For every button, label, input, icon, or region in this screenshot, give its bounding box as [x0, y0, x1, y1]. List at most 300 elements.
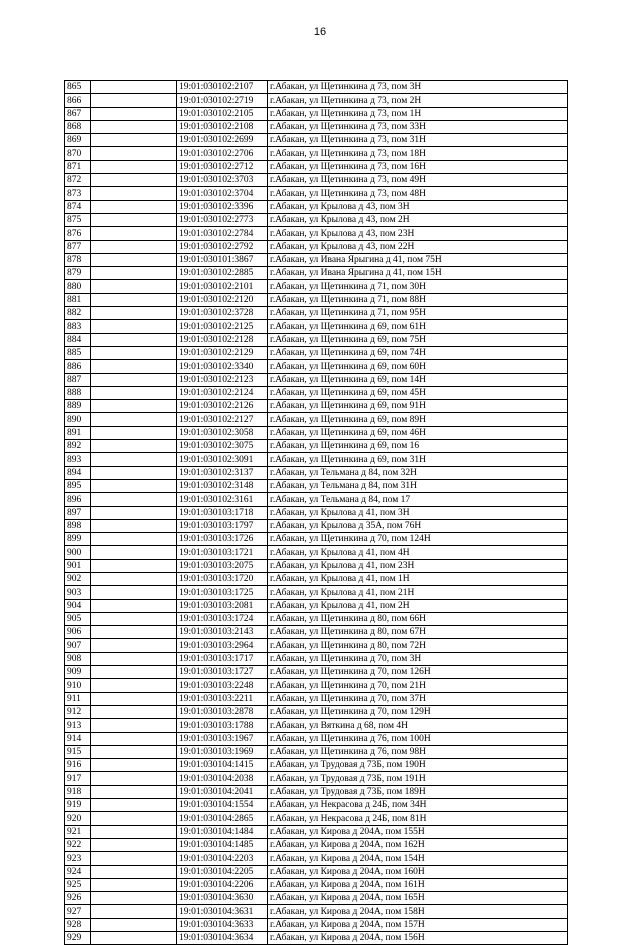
row-number-cell: 887	[65, 373, 91, 386]
row-number-cell: 908	[65, 652, 91, 665]
address-cell: г.Абакан, ул Крылова д 41, пом 3Н	[268, 506, 568, 519]
empty-cell	[91, 932, 177, 945]
cadastral-number-cell: 19:01:030103:1721	[177, 546, 268, 559]
cadastral-number-cell: 19:01:030103:2878	[177, 705, 268, 718]
cadastral-number-cell: 19:01:030104:2203	[177, 852, 268, 865]
row-number-cell: 885	[65, 346, 91, 359]
table-row	[65, 493, 568, 506]
table-row	[65, 107, 568, 120]
row-number-cell: 893	[65, 453, 91, 466]
table-row	[65, 519, 568, 532]
empty-cell	[91, 812, 177, 825]
address-cell: г.Абакан, ул Крылова д 43, пом 22Н	[268, 240, 568, 253]
cadastral-number-cell: 19:01:030103:1717	[177, 652, 268, 665]
address-cell: г.Абакан, ул Тельмана д 84, пом 32Н	[268, 466, 568, 479]
table-row	[65, 200, 568, 213]
table-row	[65, 280, 568, 293]
row-number-cell: 896	[65, 493, 91, 506]
empty-cell	[91, 652, 177, 665]
cadastral-number-cell: 19:01:030104:2206	[177, 878, 268, 891]
table-row	[65, 94, 568, 107]
table-row	[65, 852, 568, 865]
cadastral-number-cell: 19:01:030104:3631	[177, 905, 268, 918]
address-cell: г.Абакан, ул Щетинкина д 70, пом 129Н	[268, 705, 568, 718]
row-number-cell: 926	[65, 892, 91, 905]
cadastral-number-cell: 19:01:030102:2784	[177, 227, 268, 240]
address-cell: г.Абакан, ул Тельмана д 84, пом 17	[268, 493, 568, 506]
table-row	[65, 586, 568, 599]
empty-cell	[91, 586, 177, 599]
address-cell: г.Абакан, ул Щетинкина д 73, пом 33Н	[268, 120, 568, 133]
empty-cell	[91, 293, 177, 306]
address-cell: г.Абакан, ул Ивана Ярыгина д 41, пом 15Н	[268, 267, 568, 280]
table-row	[65, 373, 568, 386]
cadastral-number-cell: 19:01:030102:3148	[177, 479, 268, 492]
cadastral-number-cell: 19:01:030102:2792	[177, 240, 268, 253]
address-cell: г.Абакан, ул Щетинкина д 71, пом 95Н	[268, 307, 568, 320]
table-row	[65, 932, 568, 945]
empty-cell	[91, 852, 177, 865]
row-number-cell: 924	[65, 865, 91, 878]
table-row	[65, 878, 568, 891]
address-cell: г.Абакан, ул Тельмана д 84, пом 31Н	[268, 479, 568, 492]
empty-cell	[91, 745, 177, 758]
table-row	[65, 240, 568, 253]
table-row	[65, 333, 568, 346]
table-row	[65, 307, 568, 320]
row-number-cell: 905	[65, 612, 91, 625]
cadastral-number-cell: 19:01:030102:2719	[177, 94, 268, 107]
row-number-cell: 868	[65, 120, 91, 133]
row-number-cell: 897	[65, 506, 91, 519]
address-cell: г.Абакан, ул Щетинкина д 69, пом 45Н	[268, 386, 568, 399]
address-cell: г.Абакан, ул Кирова д 204А, пом 162Н	[268, 838, 568, 851]
cadastral-number-cell: 19:01:030103:1726	[177, 533, 268, 546]
address-cell: г.Абакан, ул Щетинкина д 69, пом 74Н	[268, 346, 568, 359]
empty-cell	[91, 147, 177, 160]
table-row	[65, 652, 568, 665]
empty-cell	[91, 440, 177, 453]
row-number-cell: 900	[65, 546, 91, 559]
table-row	[65, 453, 568, 466]
cadastral-number-cell: 19:01:030102:2101	[177, 280, 268, 293]
table-row	[65, 799, 568, 812]
row-number-cell: 876	[65, 227, 91, 240]
table-row	[65, 479, 568, 492]
address-cell: г.Абакан, ул Крылова д 35А, пом 76Н	[268, 519, 568, 532]
cadastral-number-cell: 19:01:030104:3634	[177, 932, 268, 945]
row-number-cell: 878	[65, 253, 91, 266]
address-cell: г.Абакан, ул Трудовая д 73Б, пом 191Н	[268, 772, 568, 785]
row-number-cell: 880	[65, 280, 91, 293]
address-cell: г.Абакан, ул Кирова д 204А, пом 156Н	[268, 932, 568, 945]
row-number-cell: 917	[65, 772, 91, 785]
row-number-cell: 870	[65, 147, 91, 160]
cadastral-number-cell: 19:01:030104:2041	[177, 785, 268, 798]
row-number-cell: 907	[65, 639, 91, 652]
row-number-cell: 891	[65, 426, 91, 439]
empty-cell	[91, 719, 177, 732]
address-cell: г.Абакан, ул Щетинкина д 70, пом 124Н	[268, 533, 568, 546]
table-row	[65, 440, 568, 453]
cadastral-number-cell: 19:01:030104:1485	[177, 838, 268, 851]
row-number-cell: 888	[65, 386, 91, 399]
empty-cell	[91, 878, 177, 891]
empty-cell	[91, 599, 177, 612]
empty-cell	[91, 679, 177, 692]
row-number-cell: 877	[65, 240, 91, 253]
address-cell: г.Абакан, ул Кирова д 204А, пом 165Н	[268, 892, 568, 905]
empty-cell	[91, 267, 177, 280]
empty-cell	[91, 785, 177, 798]
cadastral-number-cell: 19:01:030102:3161	[177, 493, 268, 506]
row-number-cell: 903	[65, 586, 91, 599]
empty-cell	[91, 280, 177, 293]
empty-cell	[91, 466, 177, 479]
empty-cell	[91, 825, 177, 838]
cadastral-number-cell: 19:01:030103:1788	[177, 719, 268, 732]
empty-cell	[91, 732, 177, 745]
table-row	[65, 120, 568, 133]
address-cell: г.Абакан, ул Щетинкина д 69, пом 46Н	[268, 426, 568, 439]
row-number-cell: 925	[65, 878, 91, 891]
table-row	[65, 253, 568, 266]
table-row	[65, 666, 568, 679]
empty-cell	[91, 612, 177, 625]
row-number-cell: 906	[65, 626, 91, 639]
registry-table	[64, 80, 568, 945]
table-row	[65, 134, 568, 147]
cadastral-number-cell: 19:01:030102:3058	[177, 426, 268, 439]
empty-cell	[91, 559, 177, 572]
cadastral-number-cell: 19:01:030104:3630	[177, 892, 268, 905]
address-cell: г.Абакан, ул Щетинкина д 69, пом 75Н	[268, 333, 568, 346]
cadastral-number-cell: 19:01:030102:2699	[177, 134, 268, 147]
empty-cell	[91, 253, 177, 266]
address-cell: г.Абакан, ул Щетинкина д 80, пом 66Н	[268, 612, 568, 625]
cadastral-number-cell: 19:01:030102:2107	[177, 81, 268, 94]
row-number-cell: 904	[65, 599, 91, 612]
row-number-cell: 909	[65, 666, 91, 679]
cadastral-number-cell: 19:01:030102:3728	[177, 307, 268, 320]
empty-cell	[91, 905, 177, 918]
table-row	[65, 533, 568, 546]
address-cell: г.Абакан, ул Кирова д 204А, пом 160Н	[268, 865, 568, 878]
empty-cell	[91, 759, 177, 772]
table-row	[65, 546, 568, 559]
row-number-cell: 869	[65, 134, 91, 147]
table-row	[65, 838, 568, 851]
row-number-cell: 875	[65, 213, 91, 226]
cadastral-number-cell: 19:01:030103:1969	[177, 745, 268, 758]
empty-cell	[91, 386, 177, 399]
cadastral-number-cell: 19:01:030102:2885	[177, 267, 268, 280]
table-row	[65, 320, 568, 333]
table-row	[65, 612, 568, 625]
empty-cell	[91, 892, 177, 905]
table-row	[65, 213, 568, 226]
row-number-cell: 883	[65, 320, 91, 333]
address-cell: г.Абакан, ул Щетинкина д 69, пом 16	[268, 440, 568, 453]
row-number-cell: 916	[65, 759, 91, 772]
empty-cell	[91, 692, 177, 705]
cadastral-number-cell: 19:01:030103:1718	[177, 506, 268, 519]
row-number-cell: 914	[65, 732, 91, 745]
address-cell: г.Абакан, ул Щетинкина д 69, пом 61Н	[268, 320, 568, 333]
address-cell: г.Абакан, ул Щетинкина д 73, пом 18Н	[268, 147, 568, 160]
cadastral-number-cell: 19:01:030102:2105	[177, 107, 268, 120]
cadastral-number-cell: 19:01:030103:2964	[177, 639, 268, 652]
empty-cell	[91, 519, 177, 532]
cadastral-number-cell: 19:01:030103:2211	[177, 692, 268, 705]
table-row	[65, 506, 568, 519]
empty-cell	[91, 865, 177, 878]
row-number-cell: 921	[65, 825, 91, 838]
row-number-cell: 874	[65, 200, 91, 213]
row-number-cell: 915	[65, 745, 91, 758]
row-number-cell: 910	[65, 679, 91, 692]
row-number-cell: 922	[65, 838, 91, 851]
cadastral-number-cell: 19:01:030103:1727	[177, 666, 268, 679]
empty-cell	[91, 200, 177, 213]
table-row	[65, 400, 568, 413]
address-cell: г.Абакан, ул Щетинкина д 73, пом 1Н	[268, 107, 568, 120]
address-cell: г.Абакан, ул Щетинкина д 70, пом 37Н	[268, 692, 568, 705]
address-cell: г.Абакан, ул Щетинкина д 76, пом 100Н	[268, 732, 568, 745]
cadastral-number-cell: 19:01:030102:2129	[177, 346, 268, 359]
table-row	[65, 892, 568, 905]
address-cell: г.Абакан, ул Щетинкина д 73, пом 49Н	[268, 174, 568, 187]
table-row	[65, 812, 568, 825]
row-number-cell: 892	[65, 440, 91, 453]
address-cell: г.Абакан, ул Щетинкина д 70, пом 126Н	[268, 666, 568, 679]
row-number-cell: 872	[65, 174, 91, 187]
table-row	[65, 599, 568, 612]
row-number-cell: 890	[65, 413, 91, 426]
empty-cell	[91, 666, 177, 679]
row-number-cell: 898	[65, 519, 91, 532]
cadastral-number-cell: 19:01:030103:2081	[177, 599, 268, 612]
address-cell: г.Абакан, ул Щетинкина д 69, пом 31Н	[268, 453, 568, 466]
cadastral-number-cell: 19:01:030102:2127	[177, 413, 268, 426]
row-number-cell: 911	[65, 692, 91, 705]
table-row	[65, 785, 568, 798]
empty-cell	[91, 838, 177, 851]
empty-cell	[91, 479, 177, 492]
row-number-cell: 894	[65, 466, 91, 479]
cadastral-number-cell: 19:01:030102:2124	[177, 386, 268, 399]
empty-cell	[91, 400, 177, 413]
empty-cell	[91, 213, 177, 226]
empty-cell	[91, 626, 177, 639]
table-row	[65, 267, 568, 280]
empty-cell	[91, 187, 177, 200]
cadastral-number-cell: 19:01:030102:2120	[177, 293, 268, 306]
row-number-cell: 901	[65, 559, 91, 572]
address-cell: г.Абакан, ул Кирова д 204А, пом 155Н	[268, 825, 568, 838]
cadastral-number-cell: 19:01:030102:3704	[177, 187, 268, 200]
address-cell: г.Абакан, ул Щетинкина д 70, пом 3Н	[268, 652, 568, 665]
address-cell: г.Абакан, ул Щетинкина д 71, пом 30Н	[268, 280, 568, 293]
row-number-cell: 884	[65, 333, 91, 346]
row-number-cell: 918	[65, 785, 91, 798]
row-number-cell: 881	[65, 293, 91, 306]
address-cell: г.Абакан, ул Крылова д 43, пом 23Н	[268, 227, 568, 240]
cadastral-number-cell: 19:01:030102:2125	[177, 320, 268, 333]
row-number-cell: 920	[65, 812, 91, 825]
address-cell: г.Абакан, ул Крылова д 43, пом 3Н	[268, 200, 568, 213]
cadastral-number-cell: 19:01:030102:3340	[177, 360, 268, 373]
page-number: 16	[313, 26, 327, 38]
address-cell: г.Абакан, ул Щетинкина д 73, пом 2Н	[268, 94, 568, 107]
empty-cell	[91, 174, 177, 187]
table-row	[65, 825, 568, 838]
address-cell: г.Абакан, ул Щетинкина д 71, пом 88Н	[268, 293, 568, 306]
empty-cell	[91, 346, 177, 359]
row-number-cell: 866	[65, 94, 91, 107]
address-cell: г.Абакан, ул Ивана Ярыгина д 41, пом 75Н	[268, 253, 568, 266]
empty-cell	[91, 572, 177, 585]
table-row	[65, 572, 568, 585]
table-row	[65, 346, 568, 359]
address-cell: г.Абакан, ул Кирова д 204А, пом 157Н	[268, 918, 568, 931]
cadastral-number-cell: 19:01:030104:1415	[177, 759, 268, 772]
empty-cell	[91, 160, 177, 173]
table-row	[65, 705, 568, 718]
cadastral-number-cell: 19:01:030102:2123	[177, 373, 268, 386]
empty-cell	[91, 506, 177, 519]
empty-cell	[91, 107, 177, 120]
table-row	[65, 293, 568, 306]
table-row	[65, 147, 568, 160]
address-cell: г.Абакан, ул Щетинкина д 73, пом 16Н	[268, 160, 568, 173]
row-number-cell: 928	[65, 918, 91, 931]
empty-cell	[91, 307, 177, 320]
cadastral-number-cell: 19:01:030104:1484	[177, 825, 268, 838]
address-cell: г.Абакан, ул Трудовая д 73Б, пом 189Н	[268, 785, 568, 798]
row-number-cell: 899	[65, 533, 91, 546]
address-cell: г.Абакан, ул Щетинкина д 73, пом 48Н	[268, 187, 568, 200]
cadastral-number-cell: 19:01:030102:2108	[177, 120, 268, 133]
address-cell: г.Абакан, ул Вяткина д 68, пом 4Н	[268, 719, 568, 732]
empty-cell	[91, 546, 177, 559]
cadastral-number-cell: 19:01:030103:2143	[177, 626, 268, 639]
cadastral-number-cell: 19:01:030102:2712	[177, 160, 268, 173]
table-row	[65, 174, 568, 187]
table-row	[65, 227, 568, 240]
cadastral-number-cell: 19:01:030101:3867	[177, 253, 268, 266]
empty-cell	[91, 705, 177, 718]
table-row	[65, 679, 568, 692]
address-cell: г.Абакан, ул Крылова д 41, пом 1Н	[268, 572, 568, 585]
cadastral-number-cell: 19:01:030103:1724	[177, 612, 268, 625]
row-number-cell: 879	[65, 267, 91, 280]
empty-cell	[91, 240, 177, 253]
empty-cell	[91, 413, 177, 426]
cadastral-number-cell: 19:01:030103:1725	[177, 586, 268, 599]
address-cell: г.Абакан, ул Щетинкина д 69, пом 91Н	[268, 400, 568, 413]
address-cell: г.Абакан, ул Щетинкина д 69, пом 60Н	[268, 360, 568, 373]
cadastral-number-cell: 19:01:030104:2865	[177, 812, 268, 825]
row-number-cell: 871	[65, 160, 91, 173]
cadastral-number-cell: 19:01:030104:2038	[177, 772, 268, 785]
table-row	[65, 160, 568, 173]
cadastral-number-cell: 19:01:030102:2128	[177, 333, 268, 346]
table-row	[65, 559, 568, 572]
row-number-cell: 927	[65, 905, 91, 918]
cadastral-number-cell: 19:01:030102:2126	[177, 400, 268, 413]
cadastral-number-cell: 19:01:030102:3137	[177, 466, 268, 479]
row-number-cell: 873	[65, 187, 91, 200]
table-row	[65, 81, 568, 94]
address-cell: г.Абакан, ул Щетинкина д 70, пом 21Н	[268, 679, 568, 692]
address-cell: г.Абакан, ул Некрасова д 24Б, пом 34Н	[268, 799, 568, 812]
empty-cell	[91, 94, 177, 107]
empty-cell	[91, 533, 177, 546]
table-row	[65, 865, 568, 878]
table-row	[65, 466, 568, 479]
address-cell: г.Абакан, ул Щетинкина д 80, пом 72Н	[268, 639, 568, 652]
cadastral-number-cell: 19:01:030102:2706	[177, 147, 268, 160]
address-cell: г.Абакан, ул Кирова д 204А, пом 161Н	[268, 878, 568, 891]
table-row	[65, 692, 568, 705]
table-row	[65, 918, 568, 931]
table-row	[65, 732, 568, 745]
registry-table-body	[65, 81, 568, 945]
cadastral-number-cell: 19:01:030102:3075	[177, 440, 268, 453]
empty-cell	[91, 426, 177, 439]
row-number-cell: 902	[65, 572, 91, 585]
address-cell: г.Абакан, ул Кирова д 204А, пом 154Н	[268, 852, 568, 865]
empty-cell	[91, 918, 177, 931]
empty-cell	[91, 373, 177, 386]
empty-cell	[91, 639, 177, 652]
table-row	[65, 719, 568, 732]
address-cell: г.Абакан, ул Крылова д 41, пом 21Н	[268, 586, 568, 599]
table-row	[65, 386, 568, 399]
empty-cell	[91, 134, 177, 147]
row-number-cell: 895	[65, 479, 91, 492]
address-cell: г.Абакан, ул Щетинкина д 69, пом 14Н	[268, 373, 568, 386]
empty-cell	[91, 120, 177, 133]
row-number-cell: 919	[65, 799, 91, 812]
empty-cell	[91, 320, 177, 333]
empty-cell	[91, 772, 177, 785]
empty-cell	[91, 799, 177, 812]
cadastral-number-cell: 19:01:030103:2075	[177, 559, 268, 572]
address-cell: г.Абакан, ул Щетинкина д 76, пом 98Н	[268, 745, 568, 758]
table-row	[65, 426, 568, 439]
row-number-cell: 867	[65, 107, 91, 120]
address-cell: г.Абакан, ул Крылова д 41, пом 4Н	[268, 546, 568, 559]
table-row	[65, 905, 568, 918]
address-cell: г.Абакан, ул Крылова д 43, пом 2Н	[268, 213, 568, 226]
row-number-cell: 912	[65, 705, 91, 718]
cadastral-number-cell: 19:01:030102:3396	[177, 200, 268, 213]
cadastral-number-cell: 19:01:030102:2773	[177, 213, 268, 226]
empty-cell	[91, 360, 177, 373]
row-number-cell: 886	[65, 360, 91, 373]
cadastral-number-cell: 19:01:030104:1554	[177, 799, 268, 812]
address-cell: г.Абакан, ул Крылова д 41, пом 23Н	[268, 559, 568, 572]
address-cell: г.Абакан, ул Щетинкина д 69, пом 89Н	[268, 413, 568, 426]
row-number-cell: 865	[65, 81, 91, 94]
address-cell: г.Абакан, ул Щетинкина д 73, пом 3Н	[268, 81, 568, 94]
table-row	[65, 759, 568, 772]
table-row	[65, 626, 568, 639]
cadastral-number-cell: 19:01:030103:2248	[177, 679, 268, 692]
address-cell: г.Абакан, ул Кирова д 204А, пом 158Н	[268, 905, 568, 918]
